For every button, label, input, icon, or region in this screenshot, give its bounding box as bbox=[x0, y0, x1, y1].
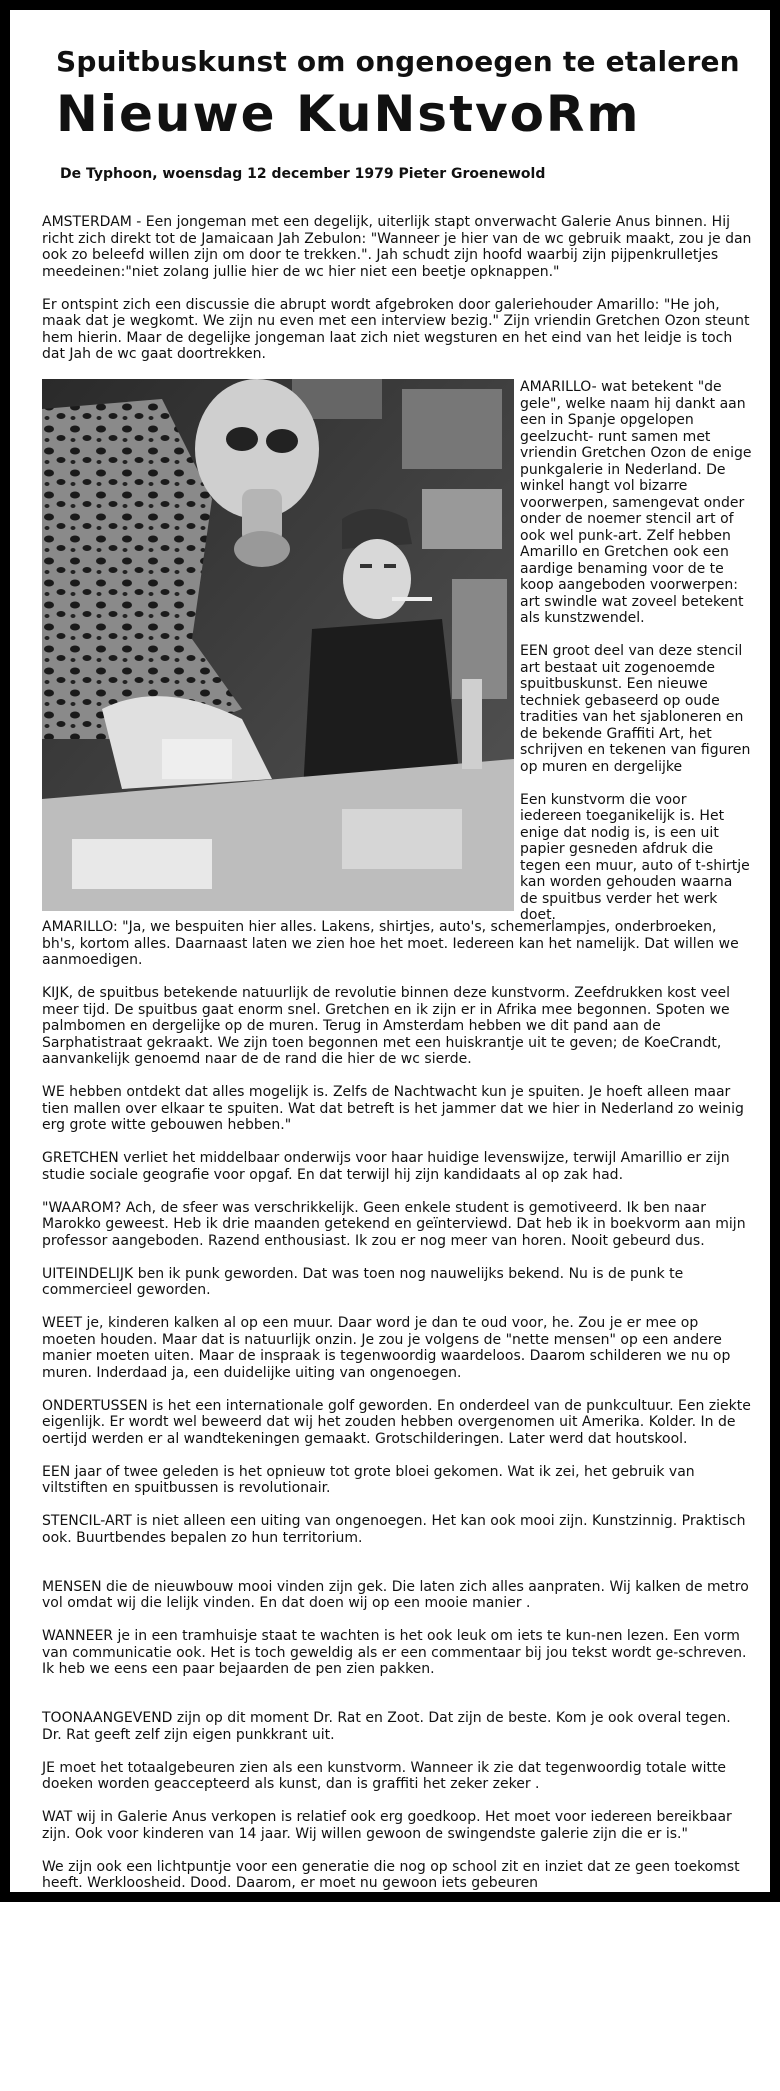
paragraph: AMARILLO: "Ja, we bespuiten hier alles. Lakens, shirtjes, auto's, schemerlampjes, onderbroeken, bh's, kortom alles. Daarnaast laten we zien hoe het moet. Iedereen kan het namelijk. Dat willen we aanmoedigen. bbox=[42, 919, 739, 968]
paragraph: EEN jaar of twee geleden is het opnieuw tot grote bloei gekomen. Wat ik zei, het gebruik van viltstiften en spuitbussen is revolutionair. bbox=[42, 1463, 695, 1496]
article-byline: De Typhoon, woensdag 12 december 1979 Pieter Groenewold bbox=[60, 166, 546, 182]
paragraph: KIJK, de spuitbus betekende natuurlijk de revolutie binnen deze kunstvorm. Zeefdrukken kost veel meer tijd. De spuitbus gaat enorm snel. Gretchen en ik zijn er in Afrika mee begonnen. Spoten we palmbomen en dergelijke op de muren. Terug in Amsterdam hebben we dit pand aan de Sarphatistraat gekraakt. We zijn toen begonnen met een huiskrantje uit te geven; de KoeCrandt, aanvankelijk genoemd naar de de rand die hier de wc sierde. bbox=[42, 985, 730, 1067]
paragraph: AMARILLO- wat betekent "de gele", welke naam hij dankt aan een in Spanje opgelopen geelzucht- runt samen met vriendin Gretchen Ozon de enige punkgalerie in Nederland. De winkel hangt vol bizarre voorwerpen, samengevat onder onder de noemer stencil art of ook wel punk-art. Zelf hebben Amarillo en Gretchen ook een aardige benaming voor de te koop aangeboden voorwerpen: art swindle wat zoveel betekent als kunstzwendel. bbox=[520, 379, 752, 626]
spacer bbox=[42, 1694, 752, 1710]
photo-illustration bbox=[42, 379, 514, 911]
article-subtitle: Spuitbuskunst om ongenoegen te etaleren bbox=[56, 45, 740, 78]
paragraph: AMSTERDAM - Een jongeman met een degelijk, uiterlijk stapt onverwacht Galerie Anus binnen. Hij richt zich direkt tot de Jamaicaan Jah Zebulon: "Wanneer je hier van de wc gebruik maakt, zou je dan ook zo beleefd willen zijn om door te trekken.". Jah schudt zijn hoofd waarbij zijn pijpenkrulletjes meedeinen:"niet zolang jullie hier de wc hier niet een beetje opknappen." bbox=[42, 214, 752, 280]
paragraph: WANNEER je in een tramhuisje staat te wachten is het ook leuk om iets te kun-nen lezen. Een vorm van communicatie ook. Het is toch geweldig als er een commentaar bij jou tekst wordt ge-schreven. Ik heb we eens een paar bejaarden de pen zien pakken. bbox=[42, 1628, 747, 1677]
paragraph: We zijn ook een lichtpuntje voor een generatie die nog op school zit en inziet dat ze geen toekomst heeft. Werkloosheid. Dood. Daarom, er moet nu gewoon iets gebeuren bbox=[42, 1858, 740, 1891]
newspaper-page bbox=[10, 10, 770, 1892]
paragraph: ONDERTUSSEN is het een internationale golf geworden. En onderdeel van de punkcultuur. Een ziekte eigenlijk. Er wordt wel beweerd dat wij het zouden hebben overgenomen uit Amerika. Kolder. In de oertijd werden er al wandtekeningen gemaakt. Grotschilderingen. Later werd dat houtskool. bbox=[42, 1397, 751, 1447]
photo-row bbox=[42, 379, 752, 923]
paragraph: EEN groot deel van deze stencil art bestaat uit zogenoemde spuitbuskunst. Een nieuwe techniek gebaseerd op oude tradities van het sjabloneren en de bekende Graffiti Art, het schrijven en tekenen van figuren op muren en dergelijke bbox=[520, 643, 751, 775]
paragraph: JE moet het totaalgebeuren zien als een kunstvorm. Wanneer ik zie dat tegenwoordig totale witte doeken worden geaccepteerd als kunst, dan is graffiti het zeker zeker . bbox=[42, 1759, 727, 1792]
paragraph: WEET je, kinderen kalken al op een muur. Daar word je dan te oud voor, he. Zou je er mee op moeten houden. Maar dat is natuurlijk onzin. Je zou je volgens de "nette mensen" op een andere manier moeten uiten. Maar de inspraak is tegenwoordig waardeloos. Daarom schilderen we nu op muren. Inderdaad ja, een duidelijke uiting van ongenoegen. bbox=[42, 1315, 731, 1381]
article-title: Nieuwe KuNstvoRm bbox=[56, 85, 641, 143]
sidebar-column bbox=[520, 379, 752, 940]
article-photo bbox=[42, 379, 514, 911]
paragraph: "WAAROM? Ach, de sfeer was verschrikkelijk. Geen enkele student is gemotiveerd. Ik ben naar Marokko geweest. Heb ik drie maanden getekend en geïnterviewd. Dat heb ik in boekvorm aan mijn professor aangeboden. Razend enthousiast. Ik zou er nog meer van horen. Nooit gebeurd dus. bbox=[42, 1199, 746, 1249]
article bbox=[42, 32, 754, 1908]
paragraph: MENSEN die de nieuwbouw mooi vinden zijn gek. Die laten zich alles aanpraten. Wij kalken de metro vol omdat wij die lelijk vinden. En dat doen wij op een mooie manier . bbox=[42, 1578, 749, 1611]
paragraph: STENCIL-ART is niet alleen een uiting van ongenoegen. Het kan ook mooi zijn. Kunstzinnig. Praktisch ook. Buurtbendes bepalen zo hun territorium. bbox=[42, 1513, 746, 1546]
spacer bbox=[42, 1563, 752, 1579]
paragraph: WAT wij in Galerie Anus verkopen is relatief ook erg goedkoop. Het moet voor iedereen bereikbaar zijn. Ook voor kinderen van 14 jaar. Wij willen gewoon de swingendste galerie zijn die er is." bbox=[42, 1809, 732, 1842]
paragraph: Een kunstvorm die voor iedereen toeganikelijk is. Het enige dat nodig is, is een uit papier gesneden afdruk die tegen een muur, auto of t-shirtje kan worden gehouden waarna de spuitbus verder het werk doet. bbox=[520, 791, 750, 923]
paragraph: TOONAANGEVEND zijn op dit moment Dr. Rat en Zoot. Dat zijn de beste. Kom je ook overal tegen. Dr. Rat geeft zelf zijn eigen punkkrant uit. bbox=[42, 1710, 731, 1743]
paragraph: GRETCHEN verliet het middelbaar onderwijs voor haar huidige levenswijze, terwijl Amarillio er zijn studie sociale geografie voor opgaf. En dat terwijl hij zijn kandidaats al op zak had. bbox=[42, 1150, 730, 1183]
paragraph: UITEINDELIJK ben ik punk geworden. Dat was toen nog nauwelijks bekend. Nu is de punk te commercieel geworden. bbox=[42, 1265, 684, 1298]
article-body bbox=[42, 214, 752, 1892]
paragraph: Er ontspint zich een discussie die abrupt wordt afgebroken door galeriehouder Amarillo: "He joh, maak dat je wegkomt. We zijn nu even met een interview bezig." Zijn vriendin Gretchen Ozon steunt hem hierin. Maar de degelijke jongeman laat zich niet wegsturen en het eind van het leidje is toch dat Jah de wc gaat doortrekken. bbox=[42, 296, 750, 362]
paragraph: WE hebben ontdekt dat alles mogelijk is. Zelfs de Nachtwacht kun je spuiten. Je hoeft alleen maar tien mallen over elkaar te spuiten. Wat dat betreft is het jammer dat we hier in Nederland zo weinig erg grote witte gebouwen hebben." bbox=[42, 1084, 744, 1133]
